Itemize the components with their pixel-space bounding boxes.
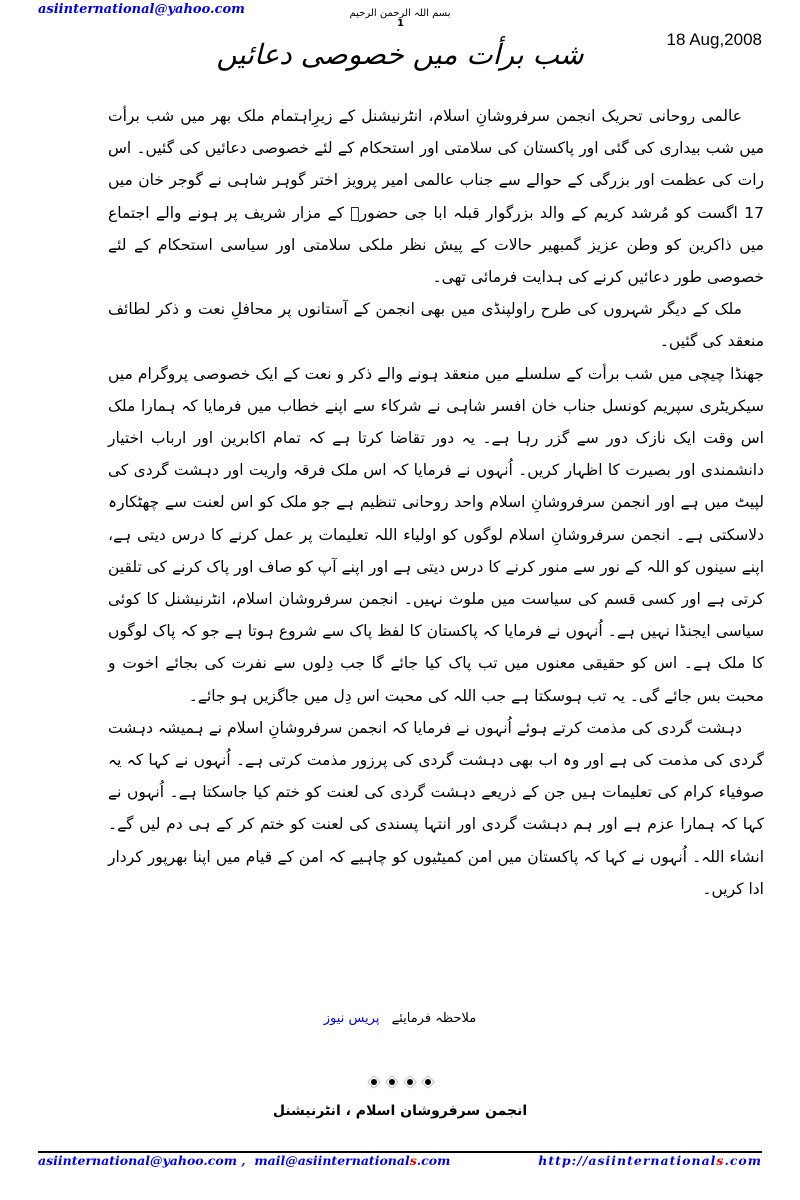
footer-email-2-prefix: mail@asiinternational [254, 1153, 410, 1168]
star-ornament-icon [386, 1076, 398, 1088]
see-also-label: ملاحظہ فرمایئے [391, 1011, 477, 1026]
header-email-link[interactable]: asiinternational@yahoo.com [38, 2, 245, 17]
article-paragraph-2: ملک کے دیگر شہروں کی طرح راولپنڈی میں بھی انجمن کے آستانوں پر محافلِ نعت و ذکر لطائف منعقد کی گئیں۔ [108, 300, 764, 351]
article-body [108, 100, 764, 905]
footer-email-2-link[interactable] [254, 1153, 450, 1168]
article-paragraph-3: جھنڈا چیچی میں شب برأت کے سلسلے میں منعقد ہونے والے ذکر و نعت کے ایک خصوصی پروگرام میں سیکریٹری سپریم کونسل جناب خان افسر شاہی نے شرکاء سے اپنے خطاب میں فرمایا کہ ہمارا ملک اس وقت ایک نازک دور سے گزر رہا ہے۔ یہ دور تقاضا کرتا ہے کہ تمام اکابرین اور ارباب اختیار دانشمندی اور بصیرت کا اظہار کریں۔ اُنہوں نے فرمایا کہ اس ملک فرقہ واریت اور دہشت گردی کی لپیٹ میں ہے اور انجمن سرفروشانِ اسلام واحد روحانی تنظیم ہے جو ملک کو اس لعنت سے چھٹکارہ دلاسکتی ہے۔ انجمن سرفروشانِ اسلام لوگوں کو اولیاء اللہ تعلیمات پر عمل کرنے کا درس دیتی ہے، اپنے سینوں کو اللہ کے نور سے منور کرنے کا درس دیتی ہے اور اپنے آپ کو صاف اور پاک کرنے کی تلقین کرتی ہے اور کسی قسم کی سیاست میں ملوث نہیں۔ انجمن سرفروشان اسلام، انٹرنیشنل کا کوئی سیاسی ایجنڈا نہیں ہے۔ اُنہوں نے فرمایا کہ پاکستان کا لفظ پاک سے شروع ہوتا ہے جو کہ پاک لوگوں کا ملک ہے۔ اس کو حقیقی معنوں میں تب پاک کیا جائے گا جب دِلوں سے نفرت کی بجائے اخوت و محبت بس جائے گی۔ یہ تب ہوسکتا ہے جب اللہ کی محبت اس دِل میں جاگزیں ہو جائے۔ [108, 364, 764, 705]
star-ornament-icon [422, 1076, 434, 1088]
website-url-suffix: .com [724, 1153, 762, 1168]
organization-name: انجمن سرفروشان اسلام ، انٹرنیشنل [272, 1103, 528, 1119]
footer-email-2-highlight: s [409, 1153, 417, 1168]
website-url-highlight: s [716, 1153, 725, 1168]
website-link[interactable] [538, 1153, 762, 1168]
star-ornament-icon [368, 1076, 380, 1088]
website-url-prefix: http://asiinternational [538, 1153, 717, 1168]
footer-website [538, 1153, 762, 1168]
footer-email-2-suffix: .com [416, 1153, 451, 1168]
footer-separator: , [236, 1153, 255, 1168]
headline: شب برأت میں خصوصی دعائیں [216, 38, 584, 71]
footer-email-1-link[interactable]: asiinternational@yahoo.com [38, 1153, 237, 1168]
article-date: 18 Aug,2008 [666, 30, 762, 49]
ornament-divider [368, 1076, 434, 1088]
bismillah-text: بسم اللہ الرحمن الرحیم [349, 8, 451, 19]
press-news-link[interactable]: پریس نیوز [323, 1011, 380, 1026]
article-paragraph-4: دہشت گردی کی مذمت کرتے ہوئے اُنہوں نے فرمایا کہ انجمن سرفروشانِ اسلام نے ہمیشہ دہشت گردی کی مذمت کی ہے اور وہ اب بھی دہشت گردی کی پرزور مذمت کرتی ہے۔ اُنہوں نے کہا کہ یہ صوفیاء کرام کی تعلیمات ہیں جن کے ذریعے دہشت گردی کی لعنت کو ختم کیا جاسکتا ہے۔ اُنہوں نے کہا کہ ہمارا عزم ہے اور ہم دہشت گردی اور انتہا پسندی کی لعنت کو ختم کر کے ہی دم لیں گے۔ انشاء اللہ۔ اُنہوں نے کہا کہ پاکستان میں امن کمیٹیوں کو چاہیے کہ امن کے قیام میں اپنا بھرپور کردار ادا کریں۔ [108, 718, 764, 898]
page-number: 1 [397, 18, 404, 29]
star-ornament-icon [404, 1076, 416, 1088]
see-also [0, 1011, 800, 1026]
footer-emails [38, 1153, 450, 1168]
article-paragraph-1: عالمی روحانی تحریک انجمن سرفروشانِ اسلام، انٹرنیشنل کے زیرِاہتمام ملک بھر میں شب برأت میں شب بیداری کی گئی اور پاکستان کی سلامتی اور استحکام کے لئے خصوصی دعائیں کی گئیں۔ اس رات کی عظمت اور بزرگی کے حوالے سے جناب عالمی امیر پرویز اختر گوہر شاہی نے گوجر خان میں 17 اگست کو مُرشد کریم کے والد بزرگوار قبلہ ابا جی حضورؒ کے مزار شریف پر ہونے والے اجتماع میں ذاکرین کو وطن عزیز گمبھیر حالات کے پیش نظر ملکی سلامتی اور سیاسی استحکام کے لئے خصوصی طور دعائیں کرنے کی ہدایت فرمائی تھی۔ [108, 107, 764, 287]
